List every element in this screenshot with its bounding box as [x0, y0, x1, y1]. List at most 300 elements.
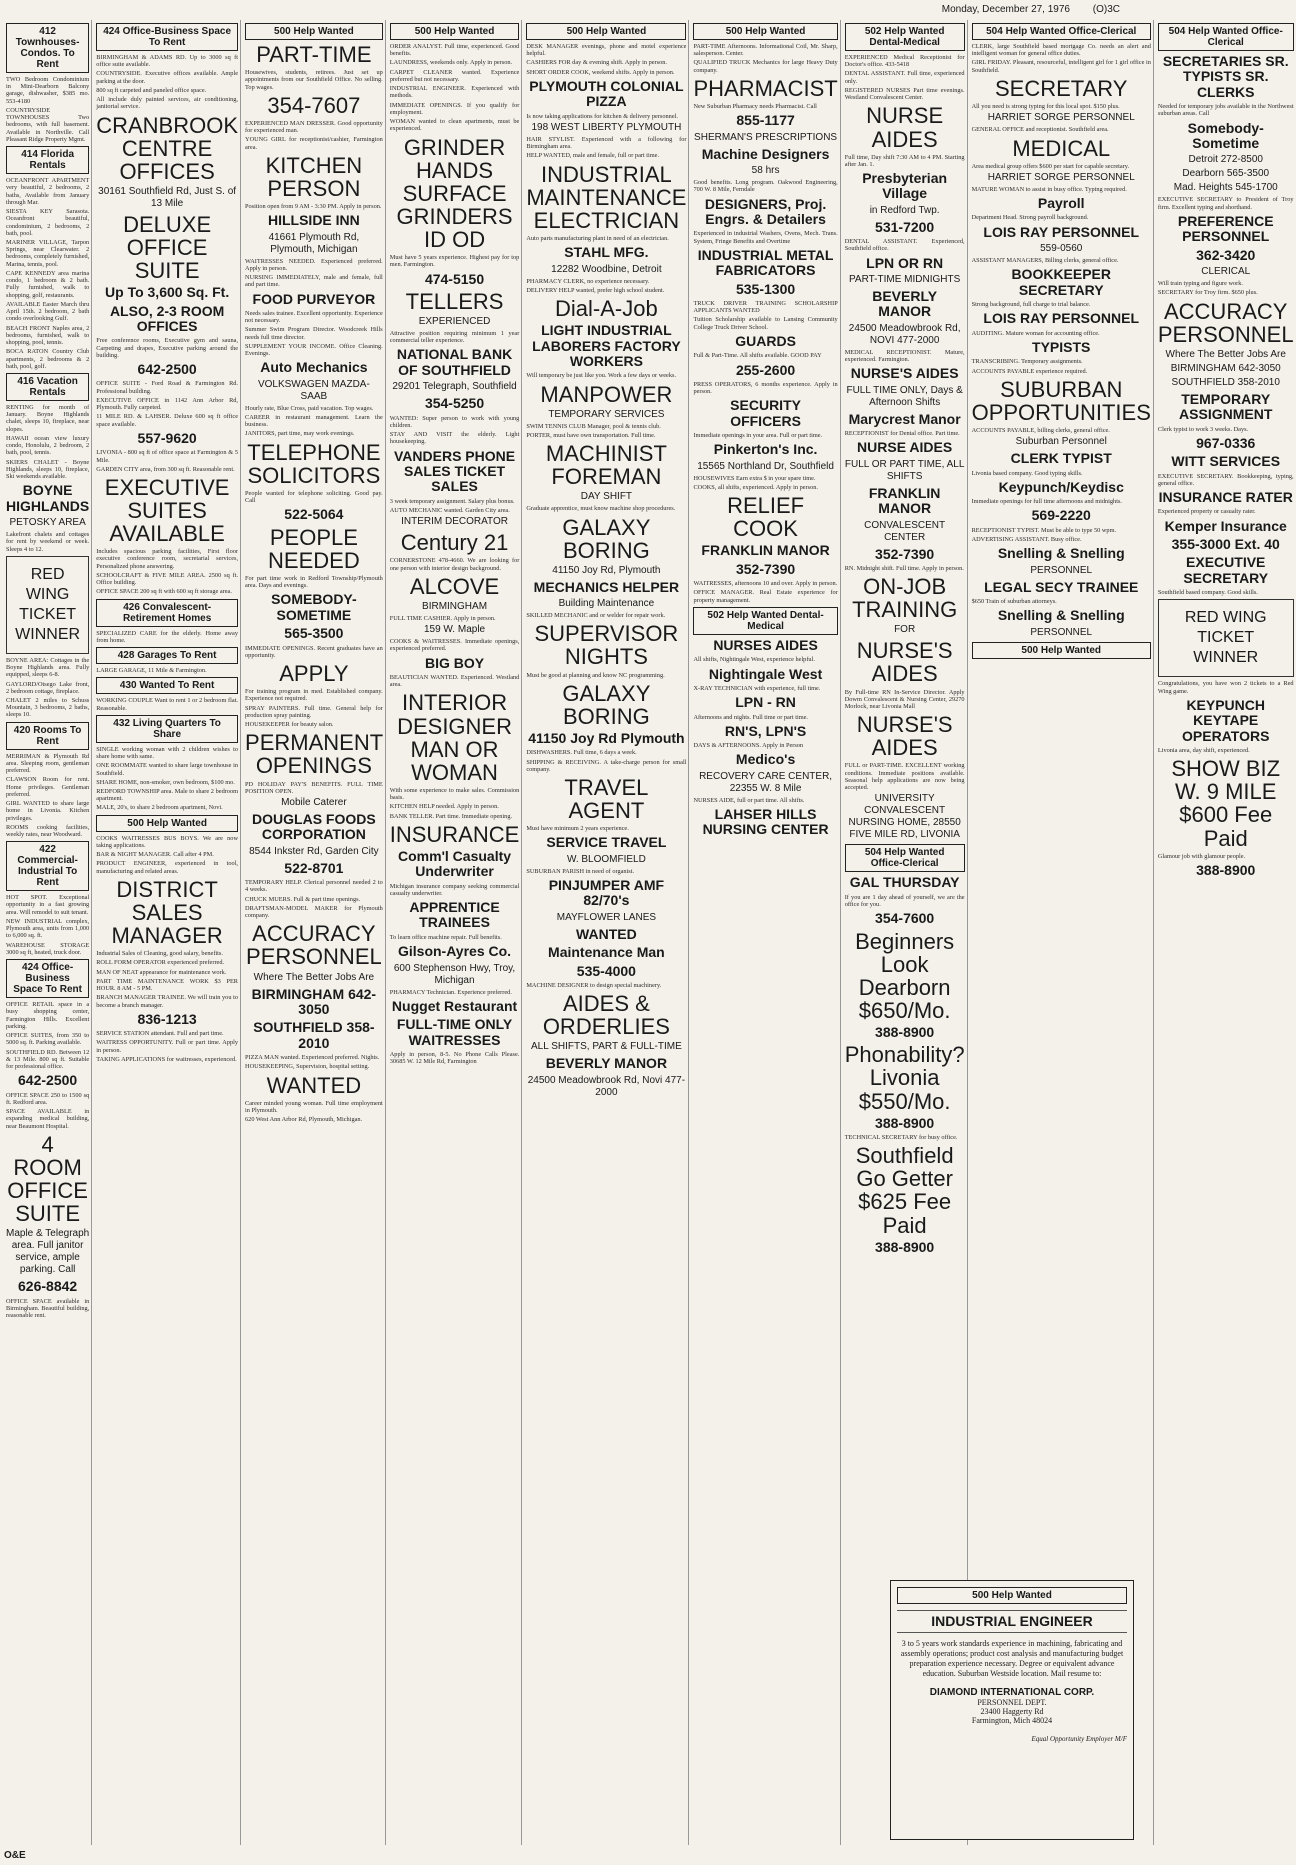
ad-text: SHORT ORDER COOK, weekend shifts. Apply in person. [526, 68, 675, 76]
ad-headline: 354-7600 [875, 910, 935, 927]
ad-headline: NATIONAL BANK OF SOUTHFIELD [396, 346, 513, 378]
ad-subline: SOUTHFIELD 358-2010 [1171, 376, 1280, 388]
ad-subline: Where The Better Jobs Are [253, 971, 375, 983]
ad-text: Summer Swim Program Director. Woodcreek Hills needs full time director. [245, 326, 383, 341]
ad-title: INDUSTRIAL ENGINEER [931, 1613, 1093, 1629]
industrial-engineer-ad [890, 1580, 1134, 1840]
section-header: 504 Help Wanted Office-Clerical [845, 844, 965, 872]
ad-text: MALE, 20's, to share 2 bedroom apartment, Novi. [96, 804, 223, 812]
ad-text: NEW INDUSTRIAL complex, Plymouth area, units from 1,000 to 6,000 sq. ft. [6, 917, 90, 940]
ad-headline: BOYNE HIGHLANDS [6, 482, 90, 514]
ad-text: Good benefits. Long program. Oakwood Engineering, 700 W. 8 Mile, Ferndale [693, 179, 838, 194]
section-header: 430 Wanted To Rent [96, 677, 238, 694]
ad-text: X-RAY TECHNICIAN with experience, full time. [693, 684, 821, 692]
ad-text: OCEANFRONT APARTMENT very beautiful, 2 bedrooms, 2 baths, Available from January through Mar. [6, 177, 90, 206]
ad-headline: APPRENTICE TRAINEES [409, 899, 500, 931]
ad-subline: HARRIET SORGE PERSONNEL [987, 112, 1135, 124]
ad-text: JANITORS, part time, may work evenings. [245, 430, 355, 438]
ad-text: WAITRESSES, afternoons 10 and over. Apply in person. [693, 580, 838, 588]
ad-text: With some experience to make sales. Commission basis. [389, 786, 520, 802]
ad-text: SPECIALIZED CARE for the elderly. Home away from home. [96, 629, 239, 644]
ad-text: TRUCK DRIVER TRAINING SCHOLARSHIP APPLICANTS WANTED [693, 299, 838, 315]
ad-text: SKIERS CHALET - Boyne Highlands, sleeps 10, fireplace, Ski weekends available. [6, 458, 90, 481]
ad-headline: LPN OR RN [866, 254, 944, 271]
ad-display-headline: NURSE'S AIDES [856, 712, 953, 761]
ad-headline: Pinkerton's Inc. [713, 441, 818, 458]
ad-display-headline: SUBURBAN OPPORTUNITIES [971, 376, 1151, 425]
ad-text: RN. Midnight shift. Full time. Apply in person. [844, 564, 964, 572]
ad-text: FULL TIME CASHIER. Apply in person. [389, 614, 496, 622]
ad-text: CHALET 2 miles to Schuss Mountain, 3 bedrooms, 2 baths, sleeps 10. [6, 696, 90, 719]
ad-text: AUTO MECHANIC wanted. Garden City area. [389, 506, 510, 514]
ad-headline: Nugget Restaurant [391, 997, 518, 1014]
ad-text: Full & Part-Time. All shifts available. GOOD PAY [693, 352, 822, 360]
ad-headline: BOOKKEEPER SECRETARY [1011, 266, 1112, 298]
ad-text: DRAFTSMAN-MODEL MAKER for Plymouth company. [245, 904, 383, 920]
ad-subline: PERSONNEL [1030, 564, 1093, 576]
ad-text: DESK MANAGER evenings, phone and motel experience helpful. [526, 43, 687, 58]
ad-text: IMMEDIATE OPENINGS. Recent graduates have an opportunity. [245, 644, 383, 659]
ad-text: SERVICE STATION attendant. Full and part time. [96, 1030, 224, 1038]
ad-text: Needs sales trainee. Excellent opportunity. Experience not necessary. [245, 309, 383, 325]
ad-display-headline: ACCURACY PERSONNEL [1157, 298, 1294, 347]
ad-text: ROOMS cooking facilities, weekly rates, near Woodward. [6, 823, 90, 839]
ad-text: SINGLE working woman with 2 children wishes to share home with same. [96, 745, 239, 761]
ad-text: New Suburban Pharmacy needs Pharmacist. Call [693, 103, 817, 111]
ad-display-headline: WANTED [266, 1072, 362, 1098]
ad-text: EXECUTIVE SECRETARY to President of Troy firm. Excellent typing and shorthand. [1157, 196, 1294, 211]
ad-headline: 362-3420 [1196, 246, 1256, 263]
ad-headline: PINJUMPER AMF 82/70's [548, 877, 665, 909]
ad-headline: NURSE AIDES [857, 439, 953, 456]
ad-text: WORKING COUPLE Want to rent 1 or 2 bedroom flat. Reasonable. [96, 697, 239, 712]
ad-headline: 535-1300 [735, 280, 796, 297]
column-7 [843, 20, 968, 1845]
ad-subline: PERSONNEL [1030, 626, 1093, 638]
ad-text: SWIM TENNIS CLUB Manager, pool & tennis club. [526, 422, 661, 430]
column-5 [524, 20, 689, 1845]
ad-text: Immediate openings in your area. Full or part time. [693, 432, 823, 440]
ad-subline: Mad. Heights 545-1700 [1173, 182, 1278, 194]
ad-text: MATURE WOMAN to assist in busy office. Typing required. [971, 185, 1127, 193]
ad-text: COOKS WAITRESSES BUS BOYS. We are now taking applications. [96, 834, 239, 849]
ad-company: DIAMOND INTERNATIONAL CORP. [929, 1687, 1095, 1699]
ad-text: SIESTA KEY Sarasota. Oceanfront beautiful, condominium, 2 bedrooms, 2 bath, pool. [6, 208, 90, 237]
ad-text: DISHWASHERS. Full time, 6 days a week. [526, 749, 637, 757]
ad-headline: INDUSTRIAL METAL FABRICATORS [697, 246, 834, 279]
ad-headline: 535-4000 [576, 962, 636, 979]
ad-text: OFFICE MANAGER. Real Estate experience for property management. [693, 589, 838, 604]
column-4 [388, 20, 523, 1845]
ad-display-headline: KITCHEN PERSON [265, 152, 363, 201]
ad-text: HOT SPOT. Exceptional opportunity in a fast growing area. Will remodel to suit tenant. [6, 894, 90, 916]
ad-text: Apply in person, 8-5. No Phone Calls Please. 30685 W. 12 Mile Rd, Farmington [389, 1050, 520, 1066]
ad-subline: 159 W. Maple [423, 624, 486, 636]
ad-text: Department Head. Strong payroll background. [971, 214, 1089, 222]
ad-headline: BIG BOY [424, 654, 485, 671]
ad-text: Includes spacious parking facilities, First floor executive conference room, secretarial services, Personalized phone answering. [96, 548, 239, 570]
ad-text: MERRIMAN & Plymouth Rd area. Sleeping room, gentleman preferred. [6, 752, 90, 775]
ad-text: GENERAL OFFICE and receptionist. Southfield area. [971, 126, 1109, 134]
section-header: 426 Convalescent-Retirement Homes [96, 599, 238, 627]
ad-subline: 58 hrs [751, 165, 780, 177]
ad-text: GIRL WANTED to share large home in Livonia. Kitchen privileges. [6, 800, 90, 822]
ad-headline: 354-5250 [424, 395, 485, 412]
ad-display-headline: DELUXE OFFICE SUITE [123, 211, 212, 284]
ad-text: CHUCK MUERS. Full & part time openings. [245, 895, 361, 903]
ad-headline: SOMEBODY-SOMETIME [271, 591, 357, 623]
ad-display-headline: CRANBROOK CENTRE OFFICES [96, 112, 239, 184]
ad-text: Area medical group offers $600 per start for capable secretary. [971, 162, 1130, 170]
ad-headline: BEVERLY MANOR [545, 1055, 668, 1072]
ad-text: YOUNG GIRL for receptionist/cashier, Farmington area. [245, 136, 383, 151]
ad-text: GIRL FRIDAY. Pleasant, resourceful, intelligent girl for 1 girl office in Southfield. [971, 59, 1151, 74]
ad-text: BANK TELLER. Part time. Immediate opening. [389, 812, 513, 820]
ad-text: CARPET CLEANER wanted. Experience preferred but not necessary. [389, 68, 520, 83]
ad-headline: 836-1213 [137, 1010, 197, 1027]
ad-subline: Suburban Personnel [1015, 436, 1107, 448]
section-header: 504 Help Wanted Office-Clerical [972, 23, 1151, 40]
ad-headline: 642-2500 [18, 1072, 78, 1089]
ad-text: Lakefront chalets and cottages for rent by weekend or week. Sleeps 4 to 12. [6, 531, 90, 553]
ad-subline: UNIVERSITY CONVALESCENT NURSING HOME, 28550 FIVE MILE RD, LIVONIA [848, 793, 961, 841]
ad-text: CORNERSTONE 478-4660. We are looking for one person with interior design background. [389, 557, 520, 572]
ad-subline: 29201 Telegraph, Southfield [392, 381, 517, 393]
ad-text: DAYS & AFTERNOONS. Apply in Person [693, 742, 804, 750]
ad-display-headline: 4 ROOM OFFICE SUITE [7, 1131, 88, 1227]
ad-text: Needed for temporary jobs available in the Northwest suburban areas. Call [1157, 103, 1294, 118]
ad-headline: Snelling & Snelling [997, 607, 1125, 624]
ad-headline: NURSE'S AIDES [850, 365, 959, 382]
ad-text: TAKING APPLICATIONS for waitresses, experienced. [96, 1055, 237, 1063]
ad-subline: CONVALESCENT CENTER [864, 519, 946, 543]
ad-headline: TEMPORARY ASSIGNMENT [1179, 390, 1273, 423]
ad-text: COOKS, all shifts, experienced. Apply in person. [693, 484, 818, 491]
ad-subline: MAYFLOWER LANES [556, 911, 657, 923]
ad-text: People wanted for telephone soliciting. Good pay. Call [245, 489, 383, 505]
ad-display-headline: MEDICAL [1012, 135, 1111, 161]
ad-text: 11 MILE RD. & LAHSER. Deluxe 600 sq ft office space available. [96, 413, 239, 428]
ad-headline: LIGHT INDUSTRIAL LABORERS FACTORY WORKERS [532, 322, 681, 369]
ad-text: Congratulations, you have won 2 tickets to a Red Wing game. [1157, 680, 1294, 695]
ad-text: SCHOOLCRAFT & FIVE MILE AREA. 2500 sq ft. Office building. [96, 571, 239, 587]
ad-subline: PETOSKY AREA [9, 517, 86, 529]
ad-subline: INTERIM DECORATOR [401, 516, 508, 528]
ad-headline: LOIS RAY PERSONNEL [983, 310, 1140, 327]
ad-text: Attractive position requiring minimum 1 year commercial teller experience. [389, 330, 520, 345]
ad-text: HOUSEWIVES Earn extra $ in your spare time. [693, 474, 816, 482]
ad-text: WAITRESS OPPORTUNITY. Full or part time. Apply in person. [96, 1039, 239, 1054]
ad-text: CAREER in restaurant management. Learn the business. [245, 414, 383, 429]
ad-text: TEMPORARY HELP. Clerical personnel needed 2 to 4 weeks. [245, 879, 383, 894]
ad-headline: 522-8701 [284, 859, 344, 876]
ad-text: SUBURBAN PARISH in need of organist. [526, 867, 635, 875]
ad-display-headline: TELLERS [405, 288, 504, 314]
ad-text: Afternoons and nights. Full time or part time. [693, 713, 809, 721]
ad-text: ORDER ANALYST. Full time, experienced. Good benefits. [389, 43, 520, 58]
ad-text: If you are 1 day ahead of yourself, we are the office for you. [844, 893, 965, 908]
ad-headline: EXECUTIVE SECRETARY [1183, 554, 1269, 586]
ad-subline: 198 WEST LIBERTY PLYMOUTH [531, 121, 682, 133]
ad-text: PHARMACY CLERK, no experience necessary. [526, 277, 650, 285]
ad-subline: 12282 Woodbine, Detroit [551, 263, 662, 275]
ad-text: HOUSEKEEPING, Supervision, hospital setting. [245, 1063, 370, 1071]
ad-text: OFFICE SUITE - Ford Road & Farmington Rd. Professional building. [96, 380, 239, 395]
section-header: 412 Townhouses-Condos. To Rent [6, 23, 89, 73]
ad-text: RECEPTIONIST for Dental office. Part time. [844, 430, 960, 438]
ad-text: Tuition Scholarship available to Lansing Community College Truck Driver School. [693, 316, 838, 331]
ad-display-headline: EXECUTIVE SUITES AVAILABLE [104, 474, 230, 547]
ad-text: HELP WANTED, male and female, full or part time. [526, 152, 660, 160]
ad-headline: Kemper Insurance [1164, 517, 1287, 534]
ad-headline: 255-2600 [735, 361, 796, 378]
ad-headline: Marycrest Manor [848, 410, 961, 427]
ad-subline: 15565 Northland Dr, Southfield [697, 460, 834, 472]
section-header: 500 Help Wanted [972, 642, 1151, 659]
ad-text: MACHINE DESIGNER to design special machinery. [526, 982, 662, 990]
ad-text: CASHIERS FOR day & evening shift. Apply in person. [526, 59, 667, 67]
ad-text: BEAUTICIAN WANTED. Experienced. Westland area. [389, 673, 520, 689]
ad-subline: ALL SHIFTS, PART & FULL-TIME [531, 1041, 682, 1053]
section-header: 432 Living Quarters To Share [96, 715, 238, 743]
ad-text: OFFICE SPACE 200 sq ft with 600 sq ft storage area. [96, 588, 232, 596]
ad-headline: 388-8900 [1196, 861, 1256, 878]
ad-display-headline: INDUSTRIAL MAINTENANCE ELECTRICIAN [526, 161, 687, 233]
ad-display-headline: SHOW BIZ W. 9 MILE $600 Fee Paid [1171, 756, 1281, 851]
ad-headline: WANTED [576, 925, 637, 942]
ad-text: COUNTRYSIDE TOWNHOUSES Two bedrooms, with full basement. Available in Northville. Call Pleasant Ridge Property Mgmt. [6, 106, 90, 143]
section-header: 414 Florida Rentals [6, 146, 89, 174]
ad-text: Must have 5 years experience. Highest pay for top men. Farmington. [389, 254, 520, 269]
ad-headline: 388-8900 [875, 1114, 935, 1131]
ad-text: Hourly rate, Blue Cross, paid vacation. Top wages. [245, 404, 374, 412]
ad-text: For part time work in Redford Township/Plymouth area. Days and evenings. [245, 574, 383, 590]
ad-text: EXPERIENCED MAN DRESSER. Good opportunity for experienced man. [245, 119, 383, 135]
classified-columns [4, 20, 1294, 1845]
ad-text: GARDEN CITY area, from 300 sq ft. Reasonable rent. [96, 465, 235, 473]
ad-text: Clerk typist to work 3 weeks. Days. [1157, 425, 1249, 433]
ad-text: Will temporary be just like you. Work a few days or weeks. [526, 372, 677, 380]
ad-headline: 967-0336 [1196, 434, 1256, 451]
ad-display-headline: MANPOWER [540, 381, 673, 407]
ad-headline: DOUGLAS FOODS CORPORATION [252, 810, 376, 843]
ad-city: Farmington, Mich 48024 [971, 1716, 1053, 1726]
ad-headline: ALSO, 2-3 ROOM OFFICES [109, 302, 225, 334]
ad-text: EXECUTIVE SECRETARY. Bookkeeping, typing, general office. [1157, 472, 1294, 487]
ad-text: BOYNE AREA: Cottages in the Boyne Highlands area. Fully equipped, sleeps 6-8. [6, 656, 90, 679]
ad-text: Will train typing and figure work. [1157, 280, 1243, 288]
column-6 [691, 20, 840, 1845]
ad-text: REGISTERED NURSES Part time evenings. Westland Convalescent Center. [844, 86, 965, 102]
ad-headline: 855-1177 [736, 112, 795, 129]
ad-text: AUDITING. Mature woman for accounting office. [971, 329, 1100, 337]
page-header [0, 0, 1140, 22]
section-header: 500 Help Wanted [526, 23, 686, 40]
column-3 [243, 20, 386, 1845]
divider [897, 1610, 1127, 1611]
ad-subline: VOLKSWAGEN MAZDA-SAAB [257, 378, 370, 402]
ad-text: RECEPTIONIST TYPIST. Must be able to type 50 wpm. [971, 526, 1117, 534]
ad-display-headline: GALAXY BORING [562, 514, 651, 563]
ad-display-headline: Southfield Go Getter $625 Fee Paid [855, 1143, 954, 1238]
section-header: 500 Help Wanted [96, 815, 238, 832]
ad-subline: Detroit 272-8500 [1188, 154, 1263, 166]
ad-text: TECHNICAL SECRETARY for busy office. [844, 1134, 958, 1142]
ad-display-headline: NURSE AIDES [866, 103, 944, 152]
ad-text: Southfield based company. Good skills. [1157, 589, 1258, 597]
ad-headline: LOIS RAY PERSONNEL [983, 223, 1140, 240]
ad-text: Industrial Sales of Cleaning, good salary, benefits. [96, 950, 223, 958]
ad-headline: FOOD PURVEYOR [252, 290, 376, 307]
ad-headline: SECURITY OFFICERS [730, 397, 801, 429]
ad-display-headline: 354-7607 [267, 92, 361, 118]
ad-text: KITCHEN HELP needed. Apply in person. [389, 803, 499, 811]
ad-headline: 642-2500 [137, 361, 197, 378]
ad-headline: 41150 Joy Rd Plymouth [528, 729, 685, 746]
ad-subline: DAY SHIFT [580, 491, 633, 503]
ad-text: OFFICE SPACE available in Birmingham. Beautiful building, reasonable rent. [6, 1297, 90, 1320]
page-code: (O)3C [1092, 4, 1120, 15]
ad-text: PART-TIME Afternoons. Informational Coil, Mr. Sharp, salesperson. Center. [693, 43, 838, 58]
ad-headline: Somebody-Sometime [1187, 119, 1264, 152]
ad-display-headline: PART-TIME [256, 42, 372, 67]
ad-text: Is now taking applications for kitchen & delivery personnel. [526, 112, 678, 120]
ad-text: WANTED: Super person to work with young children. [389, 414, 520, 429]
ad-subline: 24500 Meadowbrook Rd, Novi 477-2000 [527, 1074, 686, 1098]
ad-text: PORTER, must have own transportation. Full time. [526, 431, 656, 439]
ad-display-headline: DISTRICT SALES MANAGER [111, 876, 223, 949]
issue-date: Monday, December 27, 1976 [941, 4, 1070, 15]
ad-text: PHARMACY Technician. Experience preferred. [389, 988, 512, 996]
ad-headline: Machine Designers [701, 145, 830, 162]
section-header: 428 Garages To Rent [96, 647, 238, 664]
ad-headline: CLERK TYPIST [1010, 450, 1112, 467]
ad-text: Experienced in industrial Washers, Ovens, Mech. Trans. System, Fringe Benefits and Overtime [693, 230, 838, 245]
ad-text: PRESS OPERATORS, 6 months experience. Apply in person. [693, 380, 838, 396]
ad-text: WOMAN wanted to clean apartments, must be experienced. [389, 118, 520, 133]
ad-headline: Keypunch/Keydisc [998, 478, 1124, 495]
ad-headline: 388-8900 [875, 1023, 935, 1040]
ad-headline: GAL THURSDAY [849, 874, 960, 891]
ad-subline: HARRIET SORGE PERSONNEL [987, 171, 1135, 183]
ad-text: SUPPLEMENT YOUR INCOME. Office Cleaning. Evenings. [245, 342, 383, 358]
ad-display-headline: TRAVEL AGENT [564, 775, 649, 824]
ad-display-headline: PHARMACIST [693, 75, 838, 101]
ad-text: $650 Train of suburban attorneys. [971, 598, 1057, 606]
ad-headline: FRANKLIN MANOR [868, 484, 941, 517]
ad-text: EXECUTIVE OFFICE in 1142 Ann Arbor Rd, Plymouth. Fully carpeted. [96, 396, 239, 412]
ad-text: Graduate apprentice, must know machine shop procedures. [526, 505, 676, 513]
ad-text: Housewives, students, retirees. Just set up appointments from our Southfield Office. No selling. Top wages. [245, 69, 383, 91]
ad-text: PART TIME MAINTENANCE WORK $3 PER HOUR. 8 AM - 5 PM. [96, 977, 239, 993]
ad-text: HAIR STYLIST. Experienced with a following for Birmingham area. [526, 135, 687, 151]
ad-dept: PERSONNEL DEPT. [977, 1698, 1047, 1708]
ad-text: REDFORD TOWNSHIP area. Male to share 2 bedroom apartment. [96, 788, 239, 803]
ad-eoe: Equal Opportunity Employer M/F [1031, 1735, 1127, 1744]
ad-display-headline: AIDES & ORDERLIES [542, 991, 670, 1040]
ad-headline: BEVERLY MANOR [872, 288, 938, 320]
ad-display-headline: GRINDER HANDS SURFACE GRINDERS ID OD [396, 134, 513, 252]
ad-display-headline: RELIEF COOK [727, 493, 805, 542]
ad-text: Must have minimum 2 years experience. [526, 825, 629, 833]
ad-text: CAPE KENNEDY area marina condo, 1 bedroom & 2 bath. Fully furnished, walk to shopping, golf, restaurants. [6, 269, 90, 299]
ad-headline: HILLSIDE INN [267, 212, 360, 229]
ad-text: CLERK, large Southfield based mortgage Co. needs an alert and intelligent woman for general office duties. [971, 43, 1151, 58]
ad-subline: FULL TIME ONLY, Days & Afternoon Shifts [846, 384, 963, 408]
ad-subline: Building Maintenance [558, 598, 655, 610]
ad-text: SECRETARY for Troy firm. $650 plus. [1157, 289, 1258, 297]
ad-headline: 474-5150 [424, 270, 485, 287]
ad-headline: LAHSER HILLS NURSING CENTER [702, 806, 829, 838]
ad-headline: PLYMOUTH COLONIAL PIZZA [529, 77, 684, 110]
ad-headline: 565-3500 [284, 625, 344, 642]
ad-headline: FULL-TIME ONLY WAITRESSES [396, 1016, 513, 1048]
ad-text: NURSING IMMEDIATELY, male and female, full and part time. [245, 274, 383, 289]
ad-headline: MECHANICS HELPER [533, 578, 680, 595]
ad-text: PIZZA MAN wanted. Experienced preferred. Nights. [245, 1054, 380, 1062]
ad-headline: FRANKLIN MANOR [701, 542, 830, 559]
ad-body: 3 to 5 years work standards experience in machining, fabricating and assembly operations; product cost analysis and manufacturing budget preparation experience necessary. Degree or equivalent advance education. Suburban Westside location. Mail resume to: [900, 1639, 1124, 1679]
ad-text: Career minded young woman. Full time employment in Plymouth. [245, 1099, 383, 1114]
ad-text: BEACH FRONT Naples area, 2 bedrooms, furnished, walk to shopping, pool, tennis. [6, 324, 90, 347]
ad-text: TRANSCRIBING. Temporary assignments. [971, 358, 1083, 366]
ad-text: Position open from 9 AM - 3:30 PM. Apply in person. [245, 203, 382, 211]
ad-headline: Presbyterian Village [862, 170, 948, 202]
ad-headline: STAHL MFG. [564, 244, 649, 261]
column-2 [94, 20, 241, 1845]
ad-headline: Nightingale West [708, 665, 823, 682]
ad-text: Glamour job with glamour people. [1157, 852, 1246, 860]
ad-text: 800 sq ft carpeted and paneled office space. [96, 86, 207, 94]
ad-text: SPACE AVAILABLE in expanding medical building, near Beaumont Hospital. [6, 1108, 90, 1130]
ad-headline: 355-3000 Ext. 40 [1171, 536, 1280, 552]
ad-display-headline: PERMANENT OPENINGS [245, 730, 384, 779]
ad-headline: PREFERENCE PERSONNEL [1177, 212, 1274, 245]
ad-text: DENTAL ASSISTANT. Experienced, Southfield office. [844, 238, 965, 253]
ad-text: OFFICE SUITES, from 350 to 5000 sq. ft. Parking available. [6, 1032, 90, 1047]
ad-subline: 41661 Plymouth Rd, Plymouth, Michigan [268, 231, 360, 255]
ad-headline: Gilson-Ayres Co. [398, 943, 512, 960]
ad-text: BRANCH MANAGER TRAINEE. We will train you to become a branch manager. [96, 994, 239, 1009]
ad-subline: PART-TIME MIDNIGHTS [848, 274, 961, 286]
ad-subline: 559-0560 [1040, 243, 1083, 255]
ad-subline: EXPERIENCED [418, 316, 491, 327]
ad-display-headline: SUPERVISOR NIGHTS [534, 621, 679, 670]
ad-text: Must be good at planning and know NC programming. [526, 671, 665, 679]
ad-text: Livonia based company. Good typing skills. [971, 469, 1083, 477]
ad-text: BAR & NIGHT MANAGER. Call after 4 PM. [96, 851, 214, 859]
section-header: 502 Help Wanted Dental-Medical [693, 607, 837, 635]
ad-subline: Mobile Caterer [281, 796, 347, 808]
ad-headline: 531-7200 [875, 218, 935, 235]
ad-headline: LPN - RN [735, 694, 796, 711]
ad-text: GAYLORD/Otsego Lake front, 2 bedroom cottage, fireplace. [6, 680, 90, 695]
ad-text: ACCOUNTS PAYABLE, billing clerks, general office. [971, 427, 1110, 434]
ad-text: ROLL FORM OPERATOR experienced preferred. [96, 959, 225, 967]
section-header: 502 Help Wanted Dental-Medical [845, 23, 965, 51]
section-header: 504 Help Wanted Office-Clerical [1158, 23, 1294, 51]
ad-headline: 557-9620 [137, 429, 197, 446]
ad-text: COOKS & WAITRESSES. Immediate openings, experienced preferred. [389, 638, 520, 653]
ad-subline: FULL OR PART TIME, ALL SHIFTS [844, 458, 965, 482]
ad-subline: SHERMAN'S PRESCRIPTIONS [694, 131, 838, 143]
ad-text: BOCA RATON Country Club apartments, 2 bedrooms & 2 bath, pool, golf. [6, 348, 90, 370]
ad-text: MEDICAL RECEPTIONIST. Mature, experienced. Farmington. [844, 348, 965, 364]
ad-text: SPRAY PAINTERS. Full time. General help for production spray painting. [245, 704, 383, 719]
ad-display-headline: PEOPLE NEEDED [268, 524, 360, 573]
ad-text: Livonia area, day shift, experienced. [1157, 747, 1250, 755]
ad-headline: KEYPUNCH KEYTAPE OPERATORS [1182, 696, 1270, 744]
